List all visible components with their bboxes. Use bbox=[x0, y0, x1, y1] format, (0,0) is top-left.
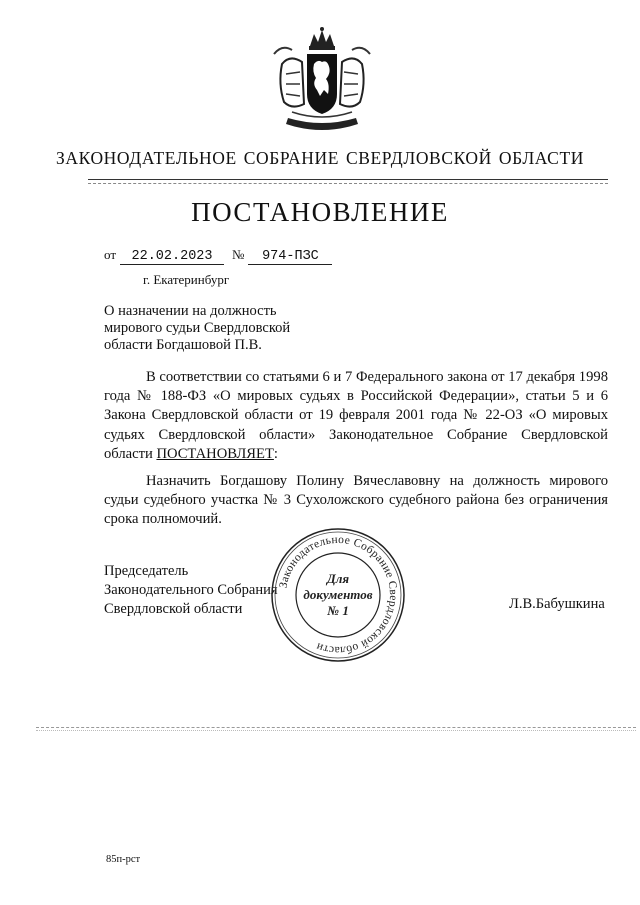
footer-divider bbox=[36, 727, 636, 728]
number-label: № bbox=[232, 247, 245, 262]
date-label: от bbox=[104, 247, 117, 262]
coat-of-arms-icon bbox=[262, 24, 382, 144]
document-body bbox=[104, 368, 608, 530]
document-number: 974-ПЗС bbox=[248, 249, 332, 265]
position-line: Председатель bbox=[104, 563, 189, 579]
official-stamp bbox=[268, 525, 408, 665]
body-paragraph-decision: Назначить Богдашову Полину Вячеславовну на должность мирового судьи судебного участка № 3 Сухоложского судебного района без ограничения срока полномочий. bbox=[104, 473, 608, 528]
city: г. Екатеринбург bbox=[143, 272, 230, 287]
basis-text: В соответствии со статьями 6 и 7 Федерального закона от 17 декабря 1998 года № 188-ФЗ «О мировых судьях в Российской Федерации», статьи 5 и 6 Закона Свердловской области от 19 февраля 2001 года № 22-ОЗ «О мировых судьях Свердловской области» Законодательное Собрание Свердловской области bbox=[104, 369, 608, 462]
resolves-word: ПОСТАНОВЛЯЕТ bbox=[156, 445, 274, 462]
body-paragraph-basis bbox=[104, 368, 608, 464]
svg-text:Законодательное Собрание Сверд: Законодательное Собрание Свердловской области bbox=[277, 533, 400, 657]
position-line: Законодательного Собрания bbox=[104, 582, 278, 598]
document-date: 22.02.2023 bbox=[120, 249, 224, 265]
subject-line: мирового судьи Свердловской bbox=[104, 320, 291, 336]
subject-line: О назначении на должность bbox=[104, 303, 277, 319]
position-line: Свердловской области bbox=[104, 601, 243, 617]
organization-name: ЗАКОНОДАТЕЛЬНОЕ СОБРАНИЕ СВЕРДЛОВСКОЙ ОБЛАСТИ bbox=[56, 148, 584, 168]
svg-text:документов: документов bbox=[303, 587, 373, 602]
signer-name: Л.В.Бабушкина bbox=[509, 596, 605, 612]
registration-line bbox=[104, 247, 332, 265]
signatory-position bbox=[104, 562, 278, 619]
document-subject bbox=[104, 303, 290, 354]
header-divider bbox=[88, 179, 608, 180]
subject-line: области Богдашовой П.В. bbox=[104, 337, 262, 353]
header-divider-secondary bbox=[88, 183, 608, 184]
svg-text:№ 1: № 1 bbox=[327, 603, 349, 618]
document-type-title: ПОСТАНОВЛЕНИЕ bbox=[191, 197, 449, 227]
document-code: 85п-рст bbox=[106, 854, 141, 865]
svg-text:Для: Для bbox=[326, 571, 350, 586]
resolves-colon: : bbox=[273, 445, 278, 462]
footer-divider-secondary bbox=[36, 730, 636, 731]
